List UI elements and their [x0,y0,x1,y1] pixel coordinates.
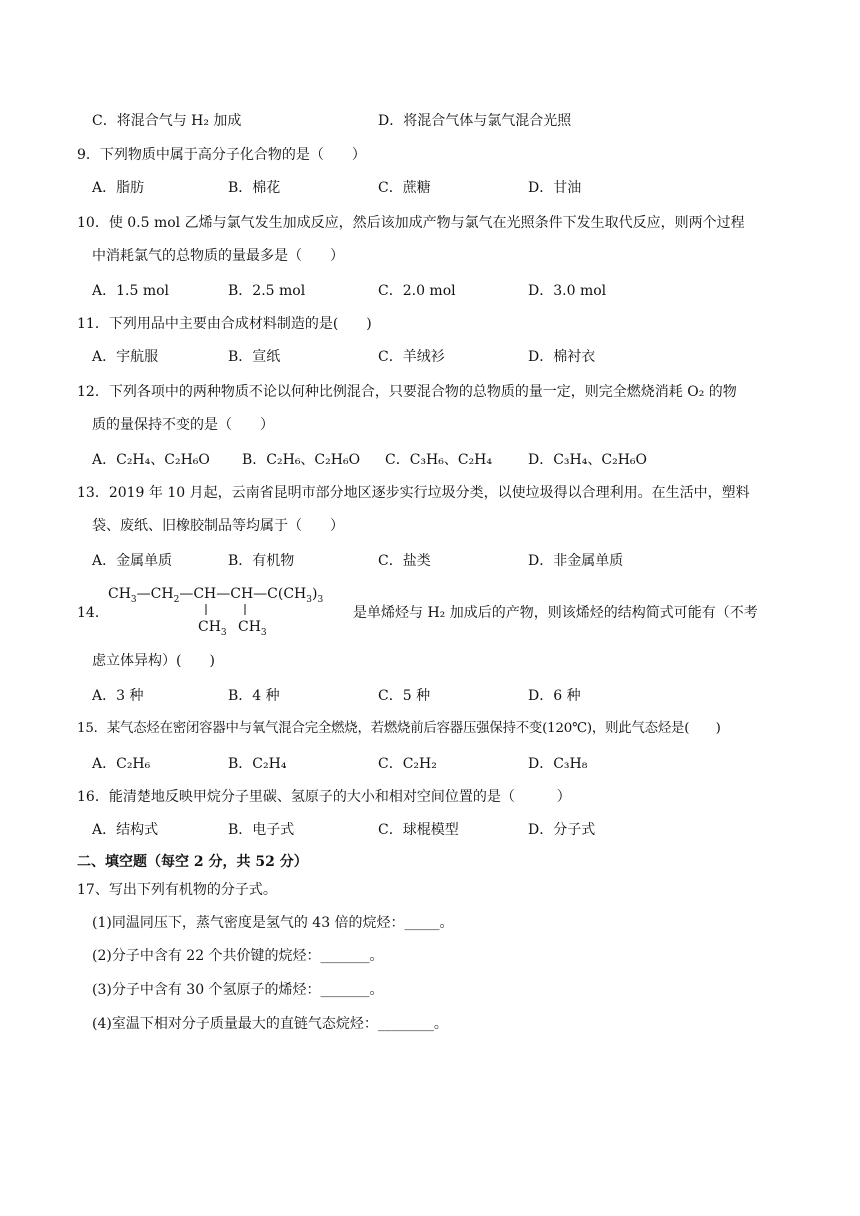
q10-option-d: D．3.0 mol [528,283,607,299]
q15-option-a: A．C₂H₆ [92,756,151,772]
q11-option-a: A．宇航服 [92,349,159,365]
q15-option-b: B．C₂H₄ [228,756,287,772]
q12-option-a: A．C₂H₄、C₂H₆O [92,452,210,468]
q11-option-d: D．棉衬衣 [528,349,596,365]
q16-option-c: C．球棍模型 [378,822,459,838]
q10-option-b: B．2.5 mol [228,283,306,299]
q17-item-4: (4)室温下相对分子质量最大的直链气态烷烃：________。 [92,1016,448,1032]
section-2-title: 二、填空题（每空 2 分，共 52 分） [77,854,308,870]
q14-option-d: D．6 种 [528,688,581,704]
q17-item-3: (3)分子中含有 30 个氢原子的烯烃：_______。 [92,982,384,998]
q13-option-c: C．盐类 [378,553,431,569]
q16-stem: 16．能清楚地反映甲烷分子里碳、氢原子的大小和相对空间位置的是（ ） [77,789,571,805]
q11-stem: 11．下列用品中主要由合成材料制造的是( ) [77,316,372,332]
q14-number: 14． [77,605,109,621]
q14-stem-line2: 虑立体异构）( ) [92,653,215,669]
q15-option-d: D．C₃H₈ [528,756,588,772]
q14-structure-formula [108,582,358,638]
q16-option-b: B．电子式 [228,822,295,838]
q14-stem-line1: 是单烯烃与 H₂ 加成后的产物，则该烯烃的结构简式可能有（不考 [353,605,758,621]
q14-branch-1: $CH_3$ [198,619,227,638]
q14-branch-2: $CH_3$ [238,619,267,638]
q17-stem: 17、写出下列有机物的分子式。 [77,882,277,898]
q8-option-c: C．将混合气与 H₂ 加成 [92,113,242,129]
q14-structure-main: $CH_3—CH_2—CH—CH—C(CH_3)_3$ [108,586,324,605]
q15-stem: 15．某气态烃在密闭容器中与氧气混合完全燃烧，若燃烧前后容器压强保持不变(120℃)，则此气态烃是( ) [77,721,721,736]
q9-option-d: D．甘油 [528,180,582,196]
q10-option-a: A．1.5 mol [92,283,170,299]
q9-option-c: C．蔗糖 [378,180,431,196]
q12-stem-line1: 12．下列各项中的两种物质不论以何种比例混合，只要混合物的总物质的量一定，则完全燃烧消耗 O₂ 的物 [77,384,737,400]
q17-item-1: (1)同温同压下，蒸气密度是氢气的 43 倍的烷烃：_____。 [92,915,454,931]
q12-option-d: D．C₃H₄、C₂H₆O [528,452,647,468]
q15-option-c: C．C₂H₂ [378,756,437,772]
q16-option-a: A．结构式 [92,822,159,838]
q16-option-d: D．分子式 [528,822,596,838]
q14-option-c: C．5 种 [378,688,431,704]
q9-option-b: B．棉花 [228,180,281,196]
q14-option-b: B．4 种 [228,688,280,704]
q10-option-c: C．2.0 mol [378,283,456,299]
q11-option-b: B．宣纸 [228,349,281,365]
q13-stem-line1: 13．2019 年 10 月起，云南省昆明市部分地区逐步实行垃圾分类，以使垃圾得以合理利用。在生活中，塑料 [77,485,750,501]
q13-stem-line2: 袋、废纸、旧橡胶制品等均属于（ ） [92,518,344,534]
q9-option-a: A．脂肪 [92,180,145,196]
q13-option-d: D．非金属单质 [528,553,624,569]
q12-stem-line2: 质的量保持不变的是（ ） [92,417,274,433]
q10-stem-line2: 中消耗氯气的总物质的量最多是（ ） [92,248,344,264]
q12-option-c: C．C₃H₆、C₂H₄ [385,452,493,468]
q11-option-c: C．羊绒衫 [378,349,445,365]
q8-option-d: D．将混合气体与氯气混合光照 [378,113,572,129]
q9-stem: 9．下列物质中属于高分子化合物的是（ ） [77,147,366,163]
q13-option-b: B．有机物 [228,553,295,569]
q14-option-a: A．3 种 [92,688,144,704]
q17-item-2: (2)分子中含有 22 个共价键的烷烃：_______。 [92,948,384,964]
q12-option-b: B．C₂H₆、C₂H₆O [242,452,361,468]
q10-stem-line1: 10．使 0.5 mol 乙烯与氯气发生加成反应，然后该加成产物与氯气在光照条件下发生取代反应，则两个过程 [77,215,745,231]
q13-option-a: A．金属单质 [92,553,173,569]
